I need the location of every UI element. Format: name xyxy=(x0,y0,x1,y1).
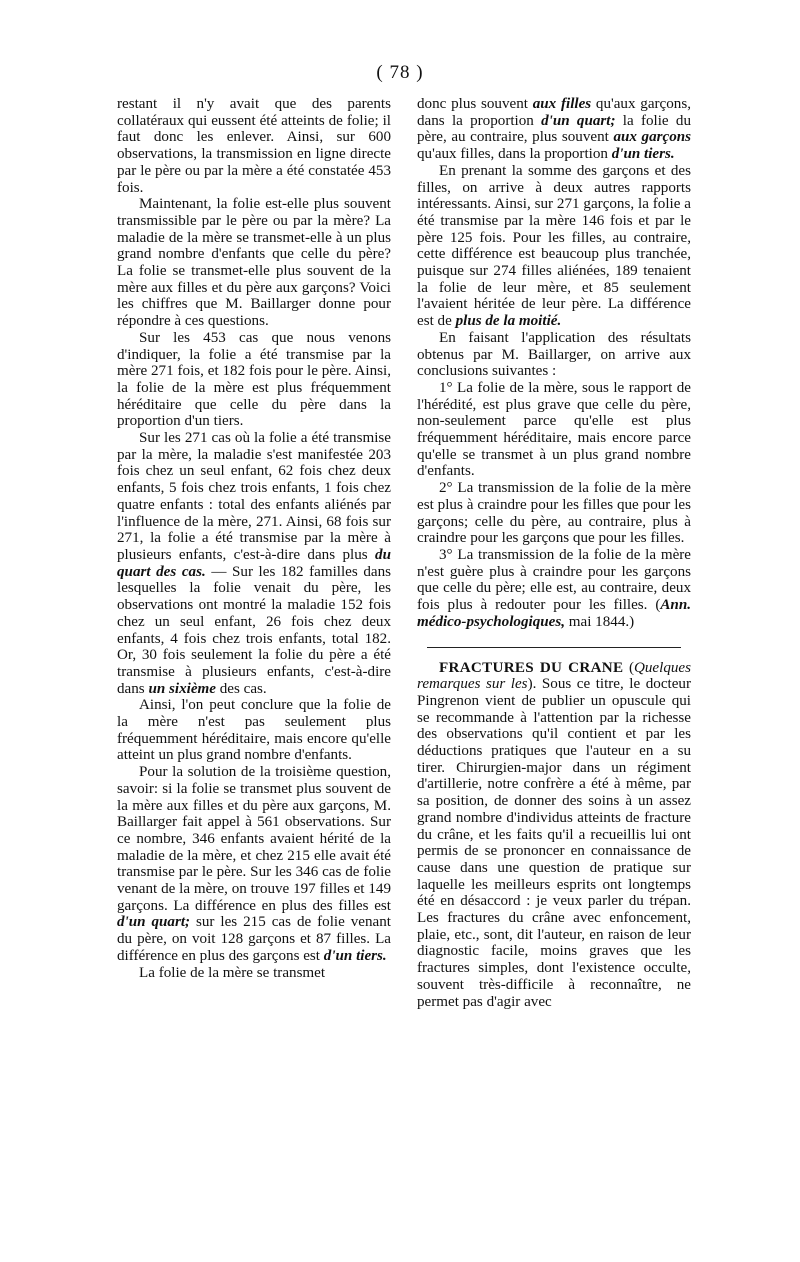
left-column xyxy=(117,96,391,981)
emphasis: aux filles xyxy=(532,96,592,112)
paragraph-r2: En prenant la somme des garçons et des filles, on arrive à deux autres rapports intéressants. Ainsi, sur 271 garçons, la folie a été transmise par la mère 146 fois et par le père 125 fois. Pour les filles, au contraire, cette différence est beaucoup plus tranchée, puisque sur 274 filles aliénées, 189 tenaient la folie de leur mère, et 85 seulement l'avaient héritée de leur père. La différence est de plus de la moitié. xyxy=(417,162,691,330)
emphasis: Quelques remarques sur les xyxy=(417,659,691,693)
paragraph-r7: FRACTURES DU CRANE (Quelques remarques sur les). Sous ce titre, le docteur Pingrenon vient de publier un opuscule qui se recommande à l'attention par la richesse des observations qu'il contient et par les déductions pratiques que l'auteur en a su tirer. Chirurgien-major dans un régiment d'artillerie, notre confrère a été à même, par sa position, de donner des soins à un assez grand nombre d'individus atteints de fracture du crâne, et les faits qu'il a recueillis lui ont permis de se prononcer en connaissance de cause dans une question de pratique sur laquelle les meilleurs esprits ont longtemps été en désaccord : je veux parler du trépan. Les fractures du crâne avec enfoncement, plaie, etc., sont, dit l'auteur, en raison de leur diagnostic facile, moins graves que les fractures simples, dont l'existence occulte, souvent très-difficile à reconnaître, ne permet pas d'agir avec xyxy=(417,659,691,1010)
right-column xyxy=(417,96,691,1010)
paragraph-l5: Ainsi, l'on peut conclure que la folie de la mère n'est pas seulement plus fréquemment héréditaire, mais encore qu'elle atteint un plus grand nombre d'enfants. xyxy=(117,697,391,764)
paragraph-l4: Sur les 271 cas où la folie a été transmise par la mère, la maladie s'est manifestée 203 fois chez un seul enfant, 62 fois chez deux enfants, 5 fois chez trois enfants, 1 fois chez quatre enfants : total des enfants aliénés par l'influence de la mère, 271. Ainsi, 68 fois sur 271, la folie a été transmise par la mère à plusieurs enfants, c'est-à-dire dans plus du quart des cas. — Sur les 182 familles dans lesquelles la folie venait du père, les observations ont montré la maladie 152 fois chez un seul enfant, 26 fois chez deux enfants, 4 fois chez trois enfants, total 182. Or, 30 fois seulement la folie du père a été transmise à plusieurs enfants, c'est-à-dire dans un sixième des cas. xyxy=(117,430,391,697)
journal-title: Ann. médico-psychologiques, xyxy=(417,597,691,630)
emphasis: plus de la moitié. xyxy=(455,313,562,330)
emphasis: d'un tiers. xyxy=(323,947,387,964)
page-number: ( 78 ) xyxy=(376,62,424,83)
paragraph-l3: Sur les 453 cas que nous venons d'indiquer, la folie a été transmise par la mère 271 fois, et 182 fois pour le père. Ainsi, la folie de la mère est plus fréquemment héréditaire que celle du père dans la proportion d'un tiers. xyxy=(117,329,391,430)
section-divider xyxy=(427,647,681,648)
paragraph-l7: La folie de la mère se transmet xyxy=(139,964,326,981)
paragraph-l1: restant il n'y avait que des parents collatéraux qui eussent été atteints de folie; il faut donc les enlever. Ainsi, sur 600 observations, la transmission en ligne directe par le père ou par la mère a été constatée 453 fois. xyxy=(117,96,391,196)
paragraph-l2: Maintenant, la folie est-elle plus souvent transmissible par le père ou par la mère? La maladie de la mère se transmet-elle à un plus grand nombre d'enfants que celle du père? La folie se transmet-elle plus souvent de la mère aux filles et du père aux garçons? Voici les chiffres que M. Baillarger donne pour répondre à ces questions. xyxy=(117,196,391,330)
paragraph-r1: donc plus souvent aux filles qu'aux garçons, dans la proportion d'un quart; la folie du père, au contraire, plus souvent aux garçons qu'aux filles, dans la proportion d'un tiers. xyxy=(417,96,692,163)
emphasis: d'un tiers. xyxy=(611,146,675,163)
emphasis: d'un quart; xyxy=(117,914,191,931)
paragraph-l6: Pour la solution de la troisième question, savoir: si la folie se transmet plus souvent de la mère aux filles et du père aux garçons, M. Baillarger fait appel à 561 observations. Sur ce nombre, 346 enfants avaient hérité de la maladie de la mère, et chez 215 elle avait été transmise par le père. Sur les 346 cas de folie venant de la mère, on trouve 197 filles et 149 garçons. La différence en plus des filles est d'un quart; sur les 215 cas de folie venant du père, on voit 128 garçons et 87 filles. La différence en plus des garçons est d'un tiers. xyxy=(117,764,391,964)
emphasis: d'un quart; xyxy=(541,112,616,129)
paragraph-r3: En faisant l'application des résultats obtenus par M. Baillarger, on arrive aux conclusions suivantes : xyxy=(417,329,691,380)
emphasis: un sixième xyxy=(148,680,216,697)
paragraph-r6: 3° La transmission de la folie de la mère n'est guère plus à craindre pour les garçons que celle du père; elle est, au contraire, deux fois plus à redouter pour les filles. (Ann. médico-psychologiques, mai 1844.) xyxy=(417,546,691,630)
emphasis: du quart des cas. xyxy=(117,546,391,580)
paragraph-r4: 1° La folie de la mère, sous le rapport de l'hérédité, est plus grave que celle du père, non-seulement parce qu'elle est plus fréquemment héréditaire, mais encore parce qu'elle se transmet à un plus grand nombre d'enfants. xyxy=(417,379,691,480)
section-heading: FRACTURES DU CRANE xyxy=(439,659,624,676)
emphasis: aux garçons xyxy=(613,129,692,146)
paragraph-r5: 2° La transmission de la folie de la mère est plus à craindre pour les filles que pour les garçons; celle du père, au contraire, plus à craindre pour les garçons que pour les filles. xyxy=(417,480,691,547)
